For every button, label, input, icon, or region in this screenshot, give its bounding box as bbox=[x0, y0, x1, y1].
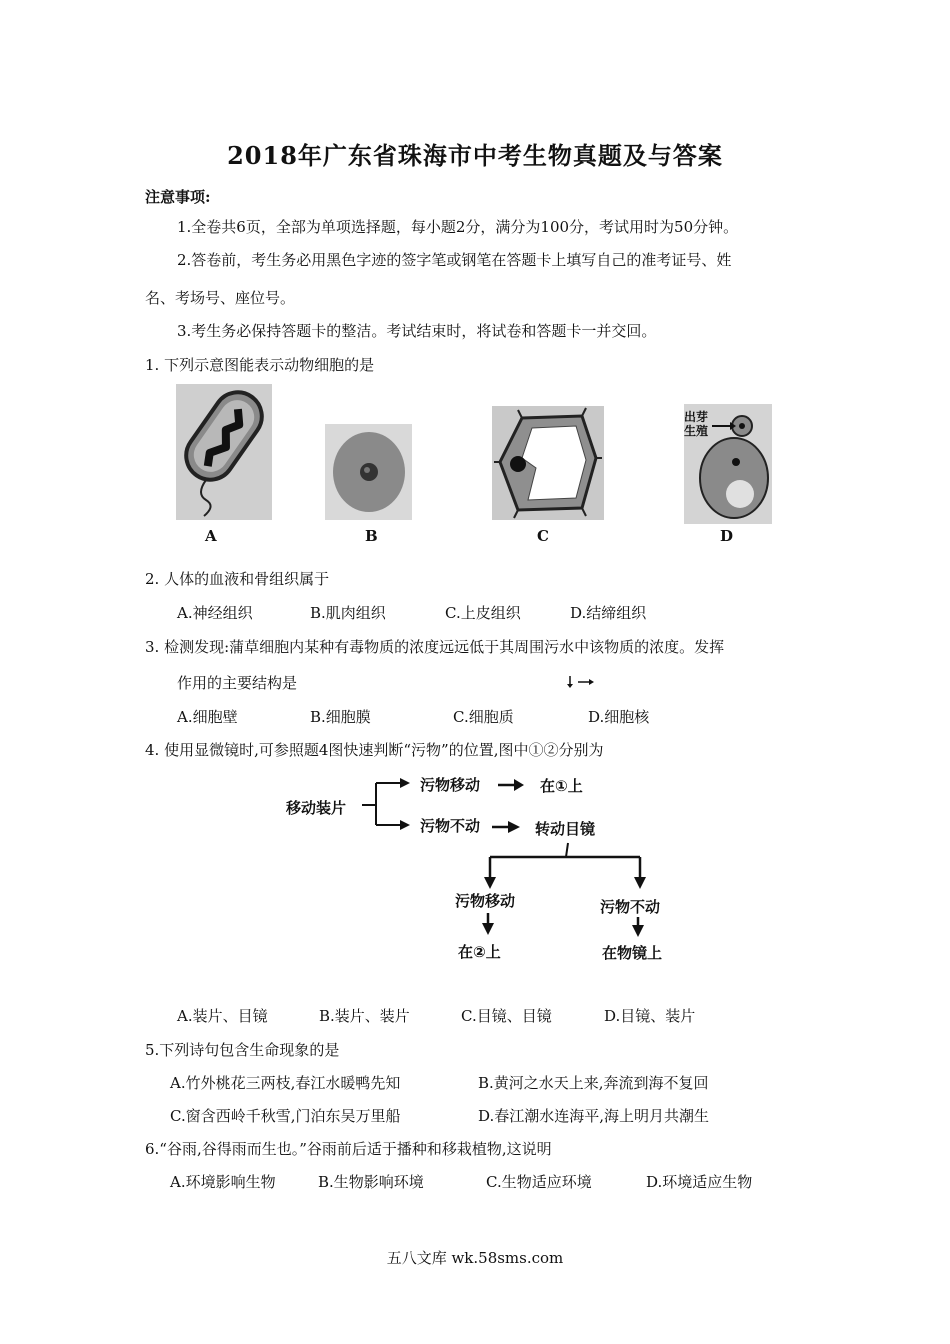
option-c: C.上皮组织 bbox=[445, 604, 521, 622]
flow-diagram bbox=[270, 765, 690, 965]
figure-label-d: D bbox=[720, 527, 734, 545]
footer-watermark: 五八文库 wk.58sms.com bbox=[386, 1249, 564, 1267]
option-c: C.细胞质 bbox=[453, 708, 514, 726]
budding-label bbox=[684, 410, 708, 438]
option-d: D.目镜、装片 bbox=[604, 1007, 696, 1025]
option-b: B.黄河之水天上来,奔流到海不复回 bbox=[478, 1074, 709, 1092]
figure-label-a: A bbox=[205, 527, 217, 545]
question-3-stem: 3. 检测发现:蒲草细胞内某种有毒物质的浓度远远低于其周围污水中该物质的浓度。发挥 bbox=[145, 638, 725, 656]
flow-moves-1: 污物移动 bbox=[420, 776, 481, 794]
flow-result-2: 在②上 bbox=[458, 943, 501, 961]
notice-item: 名、考场号、座位号。 bbox=[145, 289, 296, 307]
page-title: 2018年广东省珠海市中考生物真题及与答案 bbox=[227, 141, 723, 170]
plant-cell-figure bbox=[492, 406, 604, 520]
option-d: D.春江潮水连海平,海上明月共潮生 bbox=[478, 1107, 710, 1125]
option-b: B.细胞膜 bbox=[310, 708, 371, 726]
question-3-stem-cont: 作用的主要结构是 bbox=[177, 674, 298, 692]
option-d: D.细胞核 bbox=[588, 708, 650, 726]
figure-label-c: C bbox=[537, 527, 549, 545]
option-a: A.装片、目镜 bbox=[177, 1007, 268, 1025]
option-d: D.结缔组织 bbox=[570, 604, 647, 622]
option-c: C.目镜、目镜 bbox=[461, 1007, 552, 1025]
flow-result-1: 在①上 bbox=[540, 777, 583, 795]
flow-still-1: 污物不动 bbox=[420, 817, 481, 835]
option-a: A.竹外桃花三两枝,春江水暖鸭先知 bbox=[170, 1074, 401, 1092]
animal-cell-figure bbox=[325, 424, 412, 520]
flow-moves-2: 污物移动 bbox=[455, 892, 516, 910]
option-b: B.装片、装片 bbox=[319, 1007, 410, 1025]
notice-heading: 注意事项: bbox=[145, 188, 211, 206]
question-5-stem: 5.下列诗句包含生命现象的是 bbox=[145, 1041, 340, 1059]
option-d: D.环境适应生物 bbox=[646, 1173, 753, 1191]
option-a: A.神经组织 bbox=[177, 604, 253, 622]
option-b: B.生物影响环境 bbox=[318, 1173, 424, 1191]
option-c: C.窗含西岭千秋雪,门泊东吴万里船 bbox=[170, 1107, 401, 1125]
option-a: A.细胞壁 bbox=[177, 708, 238, 726]
option-a: A.环境影响生物 bbox=[170, 1173, 276, 1191]
question-1-stem: 1. 下列示意图能表示动物细胞的是 bbox=[145, 356, 375, 374]
notice-item: 3.考生务必保持答题卡的整洁。考试结束时，将试卷和答题卡一并交回。 bbox=[177, 322, 657, 340]
budding-label-line2: 生殖 bbox=[684, 424, 709, 438]
budding-label-line1: 出芽 bbox=[684, 410, 709, 424]
notice-item: 2.答卷前，考生务必用黑色字迹的签字笔或钢笔在答题卡上填写自己的准考证号、姓 bbox=[177, 251, 732, 269]
flow-result-3: 在物镜上 bbox=[602, 944, 663, 962]
notice-item: 1.全卷共6页，全部为单项选择题，每小题2分，满分为100分，考试用时为50分钟。 bbox=[177, 218, 739, 236]
question-4-stem: 4. 使用显微镜时,可参照题4图快速判断“污物”的位置,图中①②分别为 bbox=[145, 741, 604, 759]
bacterium-figure bbox=[176, 384, 272, 520]
stray-arrows-icon bbox=[564, 675, 596, 689]
option-b: B.肌肉组织 bbox=[310, 604, 386, 622]
flow-start: 移动装片 bbox=[286, 799, 347, 817]
flow-still-2: 污物不动 bbox=[600, 898, 661, 916]
flow-action-2: 转动目镜 bbox=[535, 820, 596, 838]
question-6-stem: 6.“谷雨,谷得雨而生也。”谷雨前后适于播种和移栽植物,这说明 bbox=[145, 1140, 552, 1158]
option-c: C.生物适应环境 bbox=[486, 1173, 592, 1191]
figure-label-b: B bbox=[365, 527, 378, 545]
question-2-stem: 2. 人体的血液和骨组织属于 bbox=[145, 570, 330, 588]
